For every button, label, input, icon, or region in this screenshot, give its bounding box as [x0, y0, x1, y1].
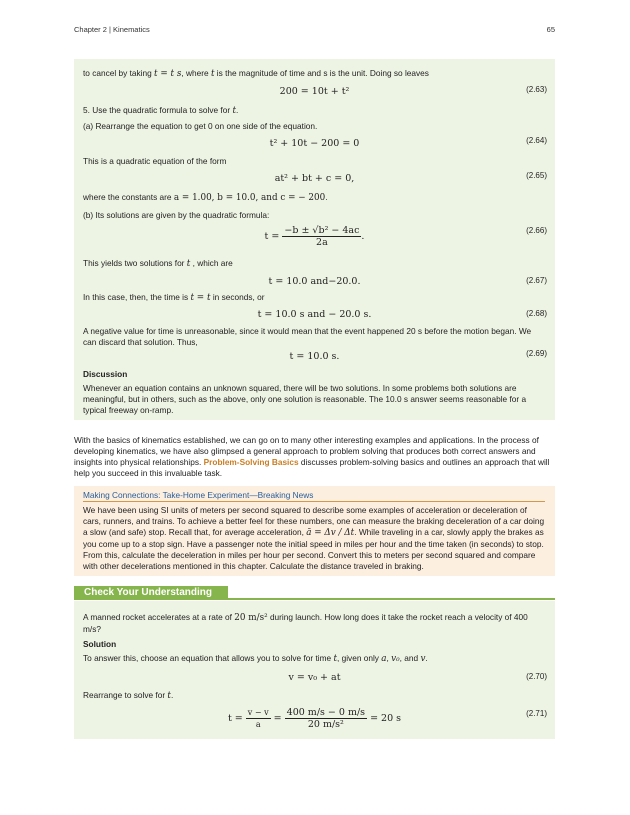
rocket-question: A manned rocket accelerates at a rate of 20 m/s² during launch. How long does it take the rocket reach a velocity of 400 m/s? [83, 612, 528, 634]
problem-solving-basics-link[interactable]: Problem-Solving Basics [203, 457, 299, 467]
equation-number: (2.64) [526, 136, 547, 145]
making-connections-box [74, 486, 555, 576]
equation-2-66: t = $\frac{\text{−b ± √b² − 4ac}}{2a}$ . [264, 225, 365, 248]
equation-number: (2.67) [526, 276, 547, 285]
running-header-chapter: Chapter 2 | Kinematics [74, 25, 150, 34]
quadratic-form-text: This is a quadratic equation of the form [83, 156, 227, 166]
paragraph-cancel-units: to cancel by taking t = t s, where t is the magnitude of time and s is the unit. Doing so leaves [83, 68, 429, 79]
equation-2-68: t = 10.0 s and − 20.0 s. [257, 309, 372, 320]
equation-number: (2.71) [526, 709, 547, 718]
negative-time-text: A negative value for time is unreasonable, since it would mean that the event happened 20 s before the motion began. We can discard that solution. Thus, [83, 326, 532, 347]
equation-2-65: at² + bt + c = 0, [274, 173, 355, 184]
making-connections-text: We have been using SI units of meters per second squared to describe some examples of acceleration or deceleration of cars, runners, and trains. To achieve a better feel for these numbers, one can measure the braking deceleration of a car doing a slow (and safe) stop. Recall that, for average acceleration, ā = Δv / Δt. While traveling in a car, slowly apply the brakes as you come up to a stop sign. Have a passenger note the initial speed in miles per hour and the time taken (in seconds) to stop. From this, calculate the deceleration in miles per hour per second. Convert this to meters per second squared and compare with other decelerations mentioned in this chapter. Calculate the distance traveled in braking. [83, 505, 545, 571]
header-rule [74, 598, 555, 600]
rearrange-text: Rearrange to solve for t. [83, 690, 174, 701]
body-paragraph: With the basics of kinematics established, we can go on to many other interesting examples and applications. In the process of developing kinematics, we have also glimpsed a general approach to problem solving that produces both correct answers and insights into physical relationships. Problem-Solving Basics discusses problem-solving basics and outlines an approach that will help you succeed in this invaluable task. [74, 435, 550, 478]
discussion-text: Whenever an equation contains an unknown squared, there will be two solutions. In some problems both solutions are meaningful, but in others, such as the above, only one solution is reasonable. The 10.0 s answer seems reasonable for a typical freeway on-ramp. [83, 383, 527, 415]
page-number: 65 [546, 25, 555, 34]
equation-2-67: t = 10.0 and−20.0. [268, 276, 361, 287]
equation-number: (2.63) [526, 85, 547, 94]
check-understanding-header [74, 586, 555, 600]
step-5-text: 5. Use the quadratic formula to solve for t. [83, 105, 239, 116]
solution-text: To answer this, choose an equation that allows you to solve for time t, given only a, v₀, and v. [83, 653, 428, 664]
equation-2-70: v = v₀ + at [288, 672, 341, 683]
quadratic-formula-fraction: $\frac{\text{−b ± √b² − 4ac}}{2a}$ [284, 225, 360, 248]
equation-number: (2.69) [526, 349, 547, 358]
equation-number: (2.66) [526, 226, 547, 235]
in-this-case-text: In this case, then, the time is t = t in seconds, or [83, 292, 265, 303]
equation-number: (2.68) [526, 309, 547, 318]
part-a-text: (a) Rearrange the equation to get 0 on one side of the equation. [83, 121, 318, 131]
solution-heading: Solution [83, 639, 117, 649]
equation-2-71: t = $\frac{v - v}{a}$ = $\frac{400 m/s - 0 m/s}{\text{20 m/s²}}$ = 20 s [227, 707, 402, 730]
equation-number: (2.70) [526, 672, 547, 681]
equation-number: (2.65) [526, 171, 547, 180]
discussion-heading: Discussion [83, 369, 128, 379]
equation-2-69: t = 10.0 s. [289, 351, 340, 362]
constants-text: where the constants are a = 1.00, b = 10.0, and c = − 200. [83, 192, 328, 203]
equation-2-63: 200 = 10t + t² [279, 86, 350, 97]
fraction-numeric: $\frac{400 m/s - 0 m/s}{\text{20 m/s²}}$ [286, 707, 366, 730]
check-understanding-heading: Check Your Understanding [74, 586, 228, 600]
part-b-text: (b) Its solutions are given by the quadratic formula: [83, 210, 270, 220]
example-solution-box [74, 59, 555, 420]
making-connections-title: Making Connections: Take-Home Experiment—Breaking News [83, 490, 545, 502]
two-solutions-text: This yields two solutions for t , which are [83, 258, 233, 269]
check-understanding-box [74, 601, 555, 739]
fraction-v-minus-v-over-a: $\frac{v - v}{a}$ [247, 708, 269, 729]
equation-2-64: t² + 10t − 200 = 0 [269, 138, 360, 149]
